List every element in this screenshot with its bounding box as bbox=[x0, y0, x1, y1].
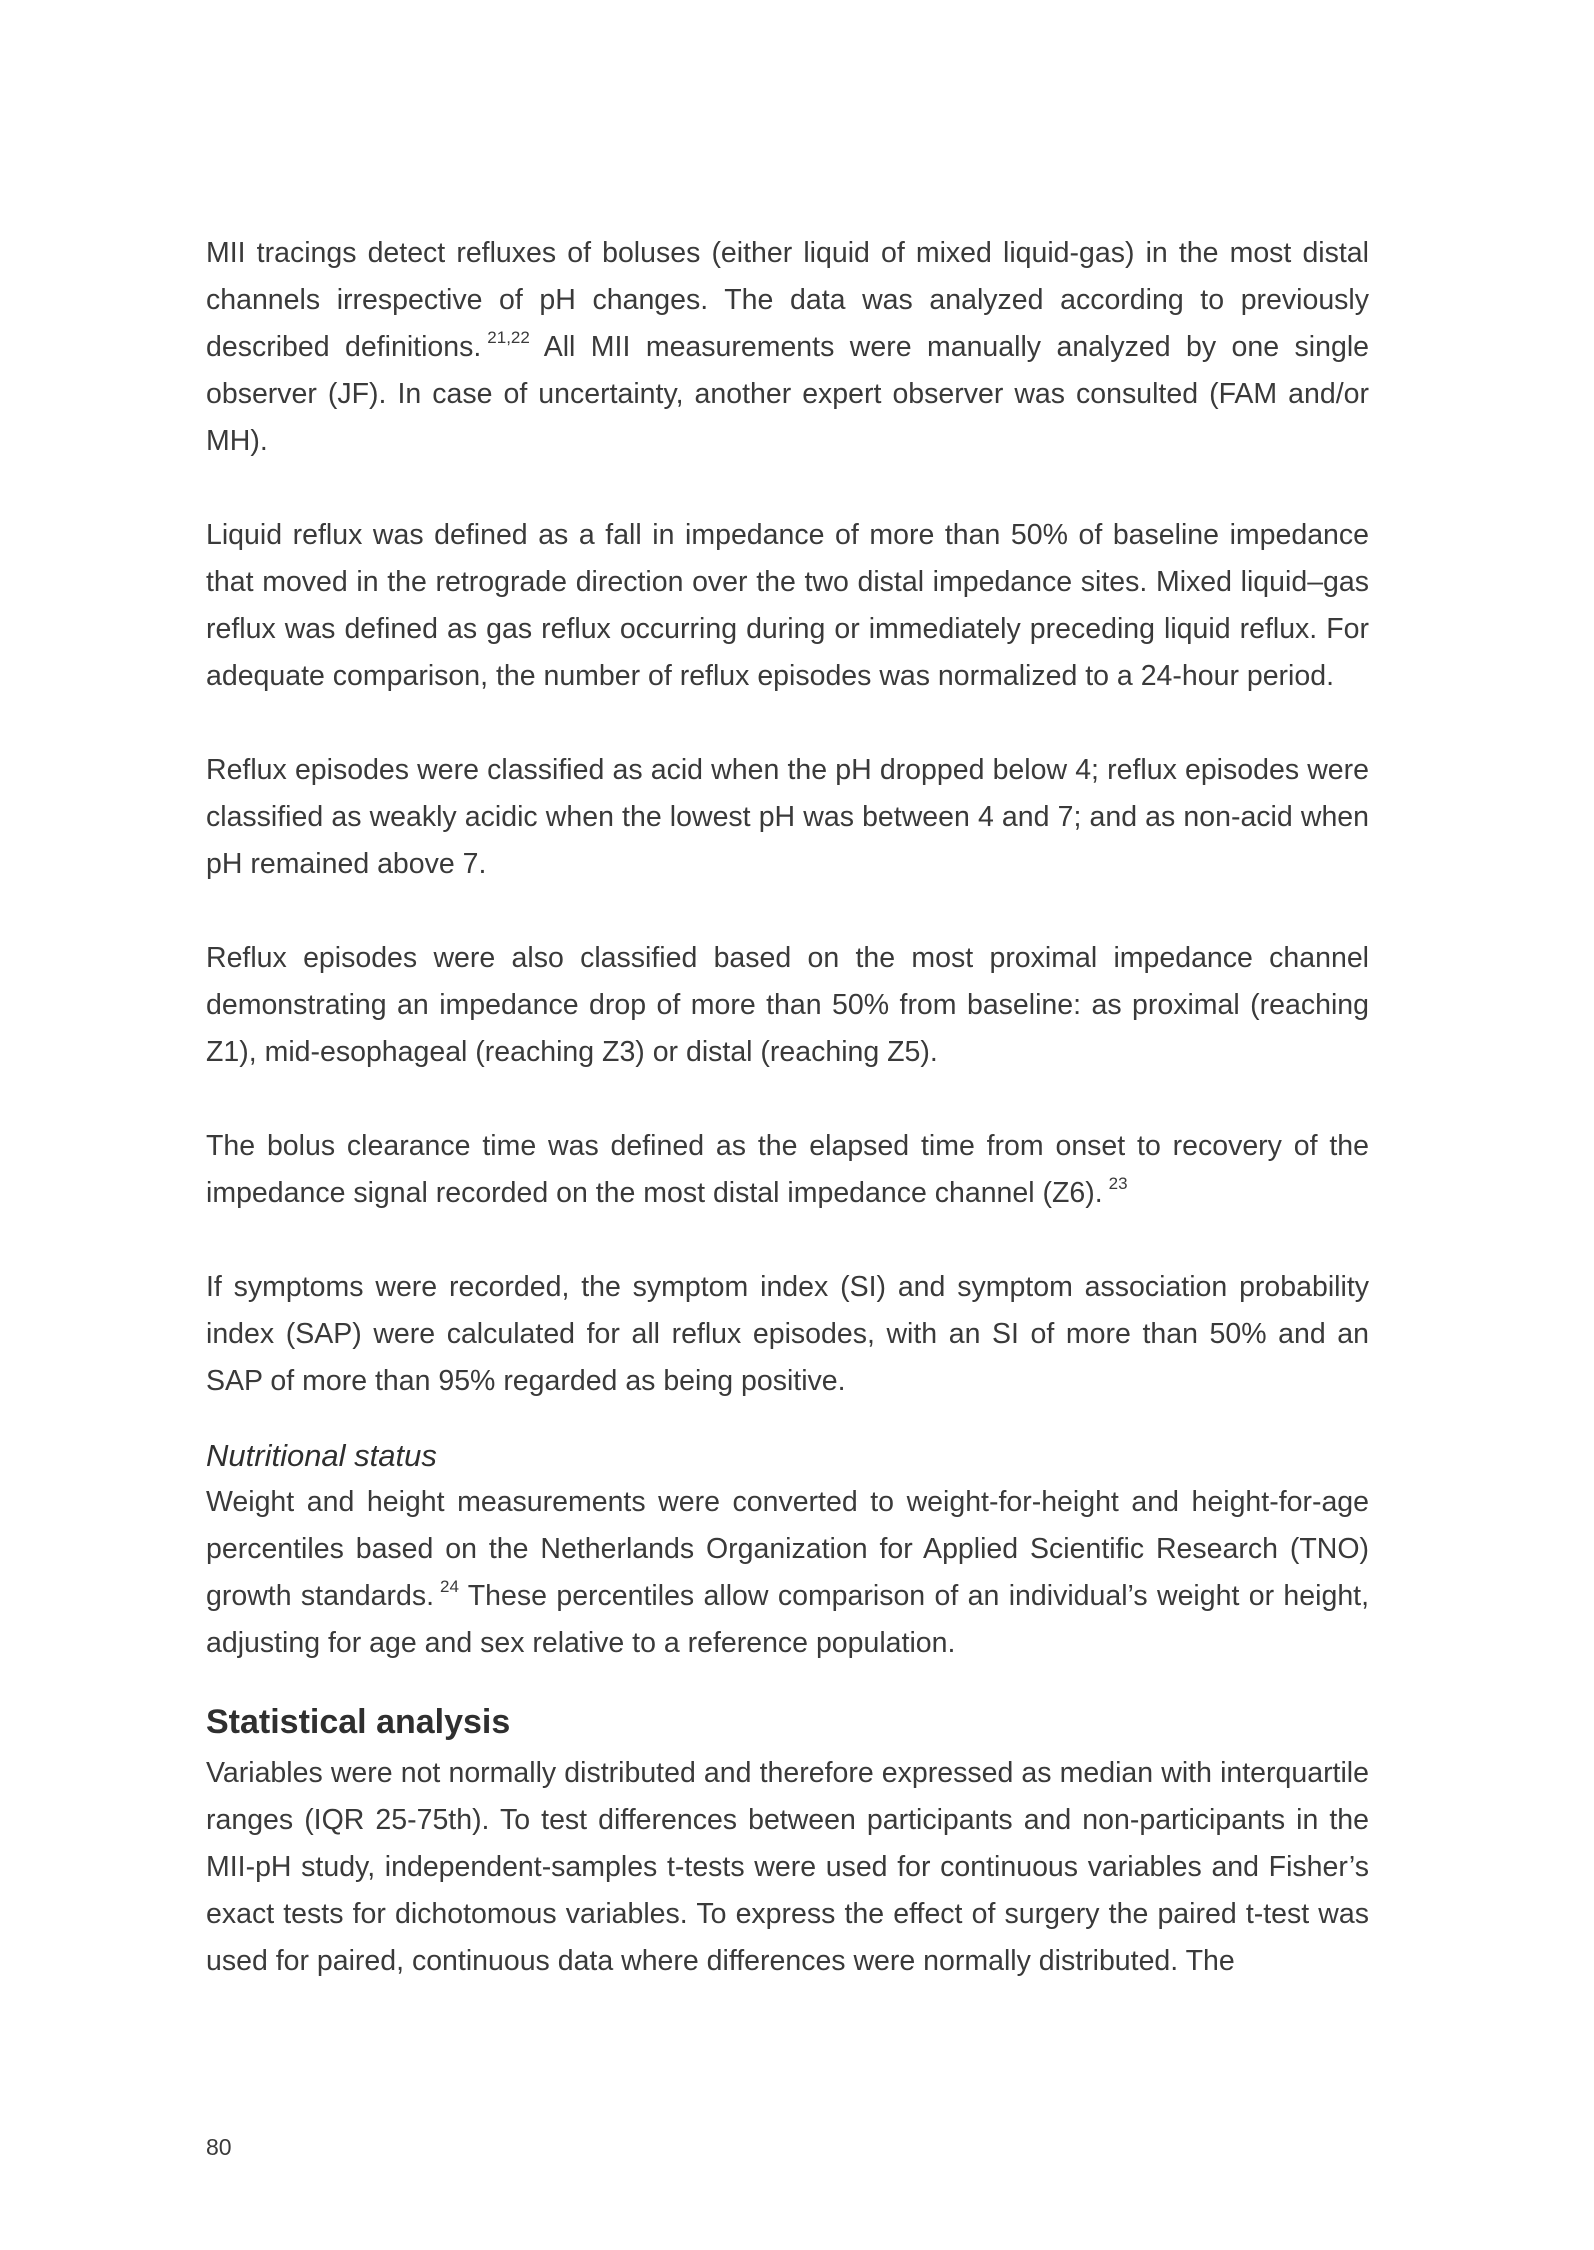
paragraph-proximal-classification: Reflux episodes were also classified based on the most proximal impedance channel demonstrating an impedance drop of more than 50% from baseline: as proximal (reaching Z1), mid-esophageal (reaching Z3) or distal (reaching Z5). bbox=[206, 942, 1369, 1068]
paragraph-liquid-reflux: Liquid reflux was defined as a fall in impedance of more than 50% of baseline impedance that moved in the retrograde direction over the two distal impedance sites. Mixed liquid–gas reflux was defined as gas reflux occurring during or immediately preceding liquid reflux. For adequate comparison, the number of reflux episodes was normalized to a 24-hour period. bbox=[206, 519, 1369, 692]
paragraph-symptom-index: If symptoms were recorded, the symptom index (SI) and symptom association probability index (SAP) were calculated for all reflux episodes, with an SI of more than 50% and an SAP of more than 95% regarded as being positive. bbox=[206, 1271, 1369, 1397]
nutritional-status-heading: Nutritional status bbox=[206, 1438, 437, 1473]
paragraph-mii-tracings bbox=[206, 230, 1369, 465]
paragraph-bolus-clearance bbox=[206, 1123, 1369, 1217]
citation-superscript: 23 bbox=[1108, 1174, 1128, 1193]
paragraph-reflux-classification: Reflux episodes were classified as acid when the pH dropped below 4; reflux episodes were classified as weakly acidic when the lowest pH was between 4 and 7; and as non-acid when pH remained above 7. bbox=[206, 754, 1369, 880]
paragraph-nutritional-status bbox=[206, 1479, 1369, 1667]
paragraph-statistical-analysis: Variables were not normally distributed and therefore expressed as median with interquartile ranges (IQR 25-75th). To test differences between participants and non-participants in the MII-pH study, independent-samples t-tests were used for continuous variables and Fisher’s exact tests for dichotomous variables. To express the effect of surgery the paired t-test was used for paired, continuous data where differences were normally distributed. The bbox=[206, 1757, 1369, 1977]
paragraph-text: MII tracings detect refluxes of boluses (either liquid of mixed liquid-gas) in the most distal channels irrespective of pH changes. The data was analyzed according to previously described definitions. bbox=[206, 237, 1369, 363]
page-number: 80 bbox=[206, 2134, 232, 2160]
citation-superscript: 24 bbox=[440, 1577, 459, 1596]
paragraph-text: The bolus clearance time was defined as the elapsed time from onset to recovery of the impedance signal recorded on the most distal impedance channel (Z6). bbox=[206, 1130, 1369, 1209]
page-body bbox=[206, 230, 1369, 1985]
citation-superscript: 21,22 bbox=[487, 328, 530, 347]
paragraph-text: These percentiles allow comparison of an individual’s weight or height, adjusting for age and sex relative to a reference population. bbox=[206, 1580, 1370, 1659]
statistical-analysis-heading: Statistical analysis bbox=[206, 1703, 511, 1741]
paragraph-text: Weight and height measurements were converted to weight-for-height and height-for-age percentiles based on the Netherlands Organization for Applied Scientific Research (TNO) growth standards. bbox=[206, 1486, 1369, 1612]
paragraph-text: All MII measurements were manually analyzed by one single observer (JF). In case of uncertainty, another expert observer was consulted (FAM and/or MH). bbox=[206, 331, 1370, 457]
